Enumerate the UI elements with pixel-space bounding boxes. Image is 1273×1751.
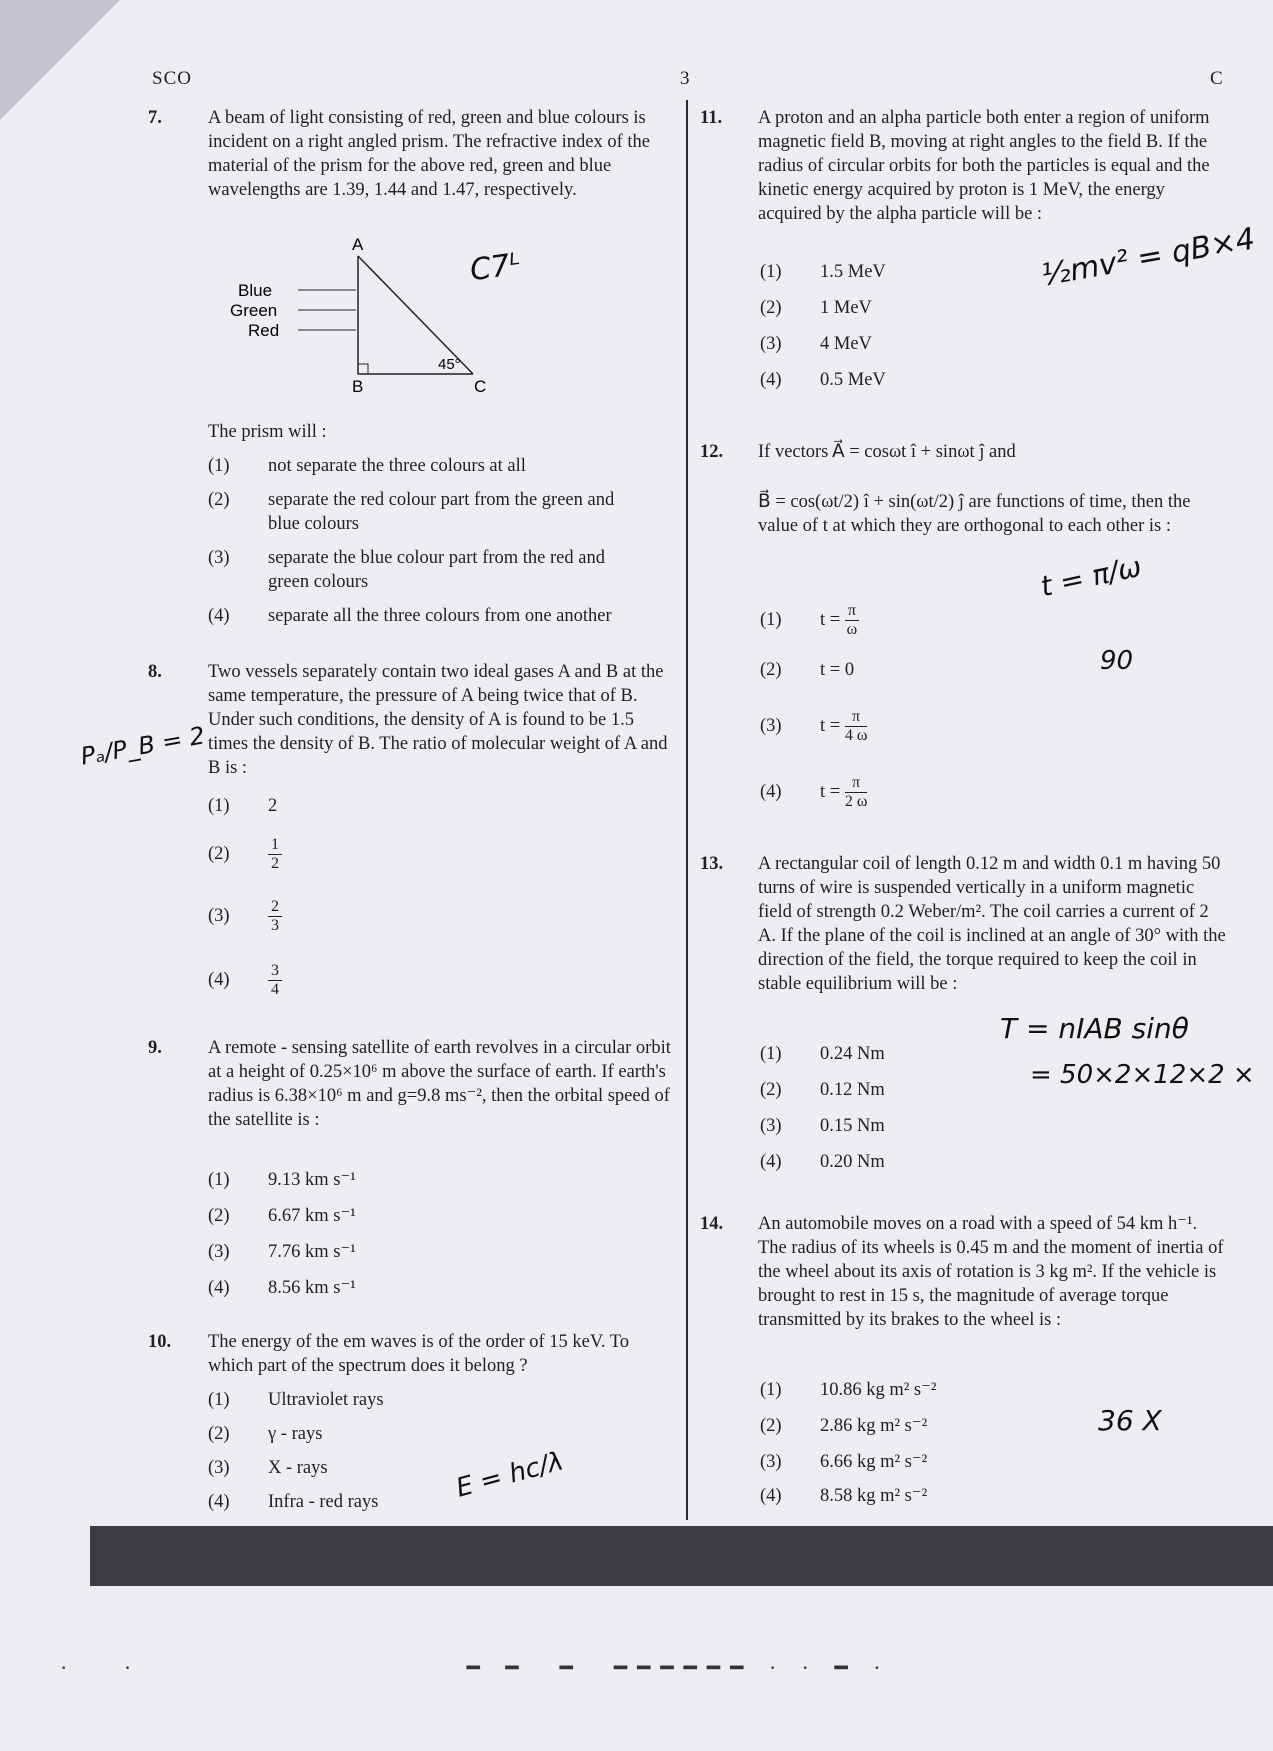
label-a: A xyxy=(352,235,364,254)
label-angle: 45° xyxy=(438,356,461,373)
handwritten-note-q11: ½mv² = qB×4 xyxy=(1038,221,1258,294)
option-1[interactable]: (1) 10.86 kg m² s⁻² xyxy=(760,1380,937,1400)
option-4[interactable]: (4) $\frac{3}{4}$ xyxy=(208,962,282,999)
question-line-2: B⃗ = cos(ωt/2) î + sin(ωt/2) ĵ are functions of time, then the value of t at which they are orthogonal to each other is : xyxy=(758,492,1191,536)
option-2[interactable]: (2) 6.67 km s⁻¹ xyxy=(208,1206,356,1226)
option-1[interactable]: (1) 1.5 MeV xyxy=(760,262,886,282)
option-4[interactable]: (4) 8.58 kg m² s⁻² xyxy=(760,1486,928,1506)
option-4[interactable]: (4) separate all the three colours from one another xyxy=(208,606,612,626)
prism-diagram xyxy=(198,235,487,396)
label-red: Red xyxy=(248,321,280,340)
question-text: A beam of light consisting of red, green and blue colours is incident on a right angled prism. The refractive index of the material of the prism for the above red, green and blue wavelengths are 1.39, 1.44 and 1.47, respectively. xyxy=(208,108,650,200)
option-2[interactable]: (2) t = 0 xyxy=(760,660,855,680)
set-code-left: SCO xyxy=(152,68,192,89)
question-number: 7. xyxy=(148,108,162,128)
handwritten-note-c7: C7ᴸ xyxy=(467,246,523,289)
option-3[interactable]: (3) 4 MeV xyxy=(760,334,872,354)
label-green: Green xyxy=(230,301,278,320)
option-3[interactable]: (3) $\frac{2}{3}$ xyxy=(208,898,282,935)
question-number: 14. xyxy=(700,1214,724,1234)
handwritten-note-torque: T = nIAB sinθ xyxy=(1000,1012,1189,1045)
option-1[interactable]: (1) t = $\frac{\pi}{\omega}$ xyxy=(760,602,858,638)
option-4[interactable]: (4) 8.56 km s⁻¹ xyxy=(208,1278,356,1298)
question-text: A proton and an alpha particle both enter a region of uniform magnetic field B, moving at right angles to the field B. If the radius of circular orbits for both the particles is equal and the kinetic energy acquired by proton is 1 MeV, the energy acquired by the alpha particle will be : xyxy=(758,108,1210,224)
handwritten-note-energy: E = hc/λ xyxy=(452,1446,567,1504)
scan-footer-marks: · · ━ ━ ━ ━━━━━━ · · ━ · xyxy=(60,1655,891,1680)
question-number: 8. xyxy=(148,662,162,682)
option-3[interactable]: (3) X - rays xyxy=(208,1458,328,1478)
handwritten-note-90: 90 xyxy=(1100,646,1134,676)
right-angle-mark xyxy=(358,364,368,374)
option-3[interactable]: (3) separate the blue colour part from the red and green colours xyxy=(208,548,605,592)
question-number: 9. xyxy=(148,1038,162,1058)
label-b: B xyxy=(352,377,364,396)
option-1[interactable]: (1) not separate the three colours at all xyxy=(208,456,526,476)
handwritten-note-q12: t = π/ω xyxy=(1037,549,1145,604)
option-3[interactable]: (3) 6.66 kg m² s⁻² xyxy=(760,1452,928,1472)
option-2[interactable]: (2) 2.86 kg m² s⁻² xyxy=(760,1416,928,1436)
label-blue: Blue xyxy=(238,281,273,300)
scan-shadow-band xyxy=(90,1526,1273,1586)
option-2[interactable]: (2) 0.12 Nm xyxy=(760,1080,885,1100)
option-2[interactable]: (2) separate the red colour part from the green and blue colours xyxy=(208,490,615,534)
question-text: A rectangular coil of length 0.12 m and width 0.1 m having 50 turns of wire is suspended vertically in a uniform magnetic field of strength 0.2 Weber/m². The coil carries a current of 2 A. If the plane of the coil is inclined at an angle of 30° with the direction of the field, the torque required to keep the coil in stable equilibrium will be : xyxy=(758,854,1226,994)
folded-corner xyxy=(0,0,120,120)
question-number: 13. xyxy=(700,854,724,874)
option-3[interactable]: (3) t = $\frac{\pi}{4 \omega}$ xyxy=(760,708,868,744)
question-text: An automobile moves on a road with a speed of 54 km h⁻¹. The radius of its wheels is 0.45 m and the moment of inertia of the wheel about its axis of rotation is 3 kg m². If the vehicle is brought to rest in 15 s, the magnitude of average torque transmitted by its brakes to the wheel is : xyxy=(758,1214,1224,1330)
option-3[interactable]: (3) 7.76 km s⁻¹ xyxy=(208,1242,356,1262)
option-1[interactable]: (1) 0.24 Nm xyxy=(760,1044,885,1064)
question-number: 11. xyxy=(700,108,723,128)
option-1[interactable]: (1) 2 xyxy=(208,796,278,816)
set-code-right: C xyxy=(1210,68,1224,89)
question-text: Two vessels separately contain two ideal gases A and B at the same temperature, the pressure of A being twice that of B. Under such conditions, the density of A is found to be 1.5 times the density of B. The ratio of molecular weight of A and B is : xyxy=(208,662,668,778)
option-4[interactable]: (4) 0.20 Nm xyxy=(760,1152,885,1172)
option-4[interactable]: (4) 0.5 MeV xyxy=(760,370,886,390)
option-2[interactable]: (2) 1 MeV xyxy=(760,298,872,318)
option-1[interactable]: (1) Ultraviolet rays xyxy=(208,1390,384,1410)
question-text: The energy of the em waves is of the order of 15 keV. To which part of the spectrum does it belong ? xyxy=(208,1332,630,1376)
column-divider xyxy=(686,100,688,1520)
option-4[interactable]: (4) t = $\frac{\pi}{2 \omega}$ xyxy=(760,774,868,810)
handwritten-note-calc: = 50×2×12×2 × xyxy=(1030,1060,1255,1090)
option-2[interactable]: (2) γ - rays xyxy=(208,1424,323,1444)
page-number: 3 xyxy=(680,68,691,89)
option-4[interactable]: (4) Infra - red rays xyxy=(208,1492,379,1512)
question-text: A remote - sensing satellite of earth revolves in a circular orbit at a height of 0.25×10⁶ m above the surface of earth. If earth's radius is 6.38×10⁶ m and g=9.8 ms⁻², then the orbital speed of the satellite is : xyxy=(208,1038,671,1130)
handwritten-note-36x: 36 X xyxy=(1098,1404,1162,1437)
option-2[interactable]: (2) $\frac{1}{2}$ xyxy=(208,836,282,873)
option-1[interactable]: (1) 9.13 km s⁻¹ xyxy=(208,1170,356,1190)
question-number: 12. xyxy=(700,442,724,462)
question-line-1: If vectors A⃗ = cosωt î + sinωt ĵ and xyxy=(758,442,1016,462)
option-3[interactable]: (3) 0.15 Nm xyxy=(760,1116,885,1136)
question-stem: The prism will : xyxy=(208,422,327,442)
question-number: 10. xyxy=(148,1332,172,1352)
handwritten-note-pressure: Pₐ/P_B = 2 xyxy=(78,721,208,771)
label-c: C xyxy=(474,377,487,396)
